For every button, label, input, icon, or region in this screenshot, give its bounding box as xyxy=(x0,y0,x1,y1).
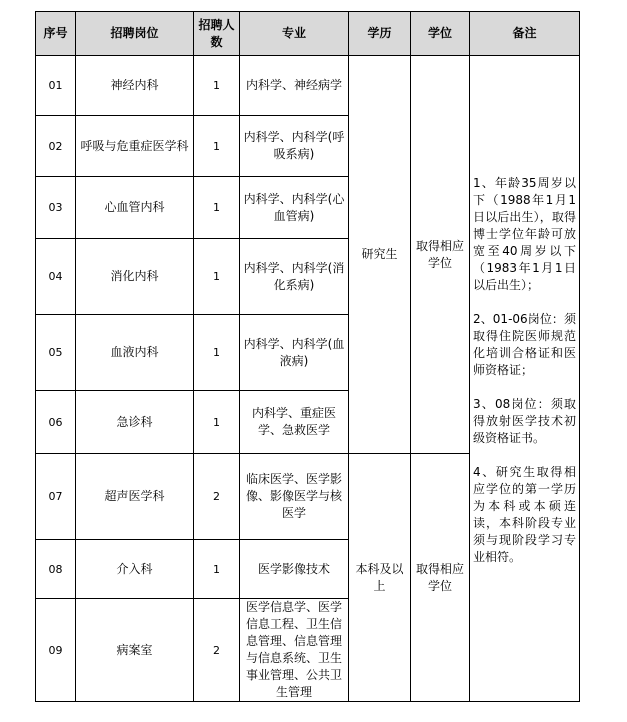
cell-degree-group1: 取得相应学位 xyxy=(411,56,470,454)
header-count: 招聘人数 xyxy=(194,12,240,56)
header-education: 学历 xyxy=(349,12,411,56)
cell-count: 2 xyxy=(194,599,240,702)
cell-count: 2 xyxy=(194,454,240,540)
cell-seq: 03 xyxy=(36,177,76,239)
recruitment-table xyxy=(35,11,580,702)
cell-position: 心血管内科 xyxy=(76,177,194,239)
cell-seq: 04 xyxy=(36,239,76,315)
cell-seq: 07 xyxy=(36,454,76,540)
header-notes: 备注 xyxy=(470,12,580,56)
table-row xyxy=(36,56,580,116)
cell-major: 内科学、神经病学 xyxy=(240,56,349,116)
cell-position: 呼吸与危重症医学科 xyxy=(76,116,194,177)
cell-count: 1 xyxy=(194,177,240,239)
cell-count: 1 xyxy=(194,239,240,315)
note-item: 1、年龄35周岁以下（1988年1月1日以后出生），取得博士学位年龄可放宽至40周岁以下（1983年1月1日以后出生）； xyxy=(473,175,576,292)
cell-count: 1 xyxy=(194,116,240,177)
cell-position: 消化内科 xyxy=(76,239,194,315)
cell-major: 临床医学、医学影像、影像医学与核医学 xyxy=(240,454,349,540)
cell-count: 1 xyxy=(194,56,240,116)
cell-major: 医学影像技术 xyxy=(240,540,349,599)
cell-count: 1 xyxy=(194,315,240,391)
cell-seq: 02 xyxy=(36,116,76,177)
cell-seq: 08 xyxy=(36,540,76,599)
cell-position: 血液内科 xyxy=(76,315,194,391)
cell-position: 急诊科 xyxy=(76,391,194,454)
cell-count: 1 xyxy=(194,540,240,599)
cell-position: 病案室 xyxy=(76,599,194,702)
cell-seq: 01 xyxy=(36,56,76,116)
cell-education-group1: 研究生 xyxy=(349,56,411,454)
header-major: 专业 xyxy=(240,12,349,56)
note-item: 3、08岗位：须取得放射医学技术初级资格证书。 xyxy=(473,396,576,445)
cell-position: 介入科 xyxy=(76,540,194,599)
cell-major: 内科学、内科学(消化系病) xyxy=(240,239,349,315)
cell-major: 内科学、内科学(心血管病) xyxy=(240,177,349,239)
cell-seq: 06 xyxy=(36,391,76,454)
cell-seq: 05 xyxy=(36,315,76,391)
cell-major: 内科学、重症医学、急救医学 xyxy=(240,391,349,454)
cell-major: 医学信息学、医学信息工程、卫生信息管理、信息管理与信息系统、卫生事业管理、公共卫生管理 xyxy=(240,599,349,702)
cell-major: 内科学、内科学(呼吸系病) xyxy=(240,116,349,177)
notes-cell xyxy=(470,56,580,702)
header-row xyxy=(36,12,580,56)
note-item: 2、01-06岗位：须取得住院医师规范化培训合格证和医师资格证； xyxy=(473,311,576,377)
cell-education-group2: 本科及以上 xyxy=(349,454,411,702)
header-seq: 序号 xyxy=(36,12,76,56)
cell-position: 超声医学科 xyxy=(76,454,194,540)
cell-position: 神经内科 xyxy=(76,56,194,116)
header-position: 招聘岗位 xyxy=(76,12,194,56)
header-degree: 学位 xyxy=(411,12,470,56)
cell-degree-group2: 取得相应学位 xyxy=(411,454,470,702)
note-item: 4、研究生取得相应学位的第一学历为本科或本硕连读，本科阶段专业须与现阶段学习专业相符。 xyxy=(473,464,576,564)
cell-count: 1 xyxy=(194,391,240,454)
cell-seq: 09 xyxy=(36,599,76,702)
cell-major: 内科学、内科学(血液病) xyxy=(240,315,349,391)
